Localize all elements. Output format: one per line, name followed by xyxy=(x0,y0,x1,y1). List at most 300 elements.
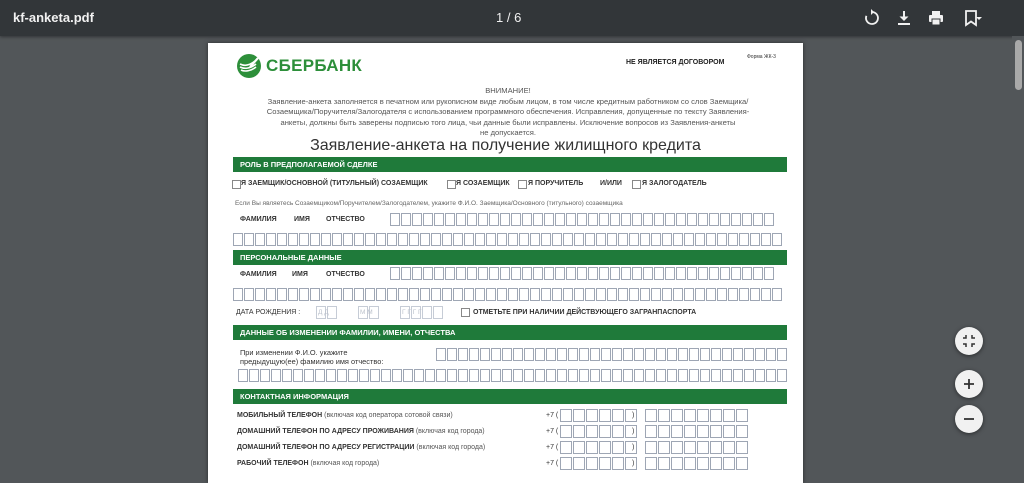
input-cell[interactable] xyxy=(475,233,485,246)
input-cell[interactable] xyxy=(508,288,518,301)
input-cell[interactable] xyxy=(645,409,657,422)
input-cell[interactable] xyxy=(321,288,331,301)
input-cell[interactable] xyxy=(238,369,248,382)
checkbox-pledger[interactable] xyxy=(632,180,641,189)
input-cell[interactable] xyxy=(442,233,452,246)
input-cell[interactable] xyxy=(772,288,782,301)
input-cell[interactable] xyxy=(651,233,661,246)
input-cell[interactable] xyxy=(640,233,650,246)
input-cell[interactable] xyxy=(524,348,534,361)
input-cell[interactable] xyxy=(710,425,722,438)
zoom-in-button[interactable] xyxy=(955,370,983,398)
input-cell[interactable] xyxy=(480,369,490,382)
input-cell[interactable] xyxy=(456,267,466,280)
input-cell[interactable] xyxy=(387,233,397,246)
scrollbar-thumb[interactable] xyxy=(1015,40,1022,90)
input-cell[interactable] xyxy=(560,441,572,454)
input-cell[interactable] xyxy=(625,441,637,454)
input-cell[interactable] xyxy=(255,233,265,246)
input-cell[interactable] xyxy=(486,233,496,246)
input-cell[interactable] xyxy=(409,288,419,301)
input-cell[interactable] xyxy=(337,369,347,382)
input-cell[interactable] xyxy=(573,457,585,470)
input-cell[interactable] xyxy=(489,267,499,280)
input-cell[interactable] xyxy=(560,409,572,422)
phone-code-field[interactable] xyxy=(560,441,638,454)
input-cell[interactable] xyxy=(522,213,532,226)
phone-code-field[interactable] xyxy=(560,409,638,422)
input-cell[interactable] xyxy=(665,267,675,280)
input-cell[interactable] xyxy=(736,441,748,454)
input-cell[interactable] xyxy=(343,233,353,246)
checkbox-guarantor[interactable] xyxy=(518,180,527,189)
phone-number-field[interactable] xyxy=(645,457,749,470)
input-cell[interactable] xyxy=(524,369,534,382)
input-cell[interactable] xyxy=(671,457,683,470)
input-cell[interactable] xyxy=(456,213,466,226)
input-cell[interactable] xyxy=(467,213,477,226)
input-cell[interactable] xyxy=(698,213,708,226)
input-cell[interactable] xyxy=(599,441,611,454)
input-cell[interactable] xyxy=(412,213,422,226)
input-cell[interactable] xyxy=(233,288,243,301)
input-cell[interactable] xyxy=(423,267,433,280)
input-cell[interactable] xyxy=(436,369,446,382)
input-cell[interactable] xyxy=(750,233,760,246)
input-cell[interactable] xyxy=(612,425,624,438)
input-cell[interactable] xyxy=(684,425,696,438)
input-cell[interactable] xyxy=(645,348,655,361)
input-cell[interactable] xyxy=(658,441,670,454)
input-cell[interactable] xyxy=(573,441,585,454)
input-cell[interactable] xyxy=(533,267,543,280)
input-cell[interactable] xyxy=(491,348,501,361)
previous-name-row-1[interactable] xyxy=(436,348,788,361)
input-cell[interactable] xyxy=(662,288,672,301)
input-cell[interactable] xyxy=(552,233,562,246)
input-cell[interactable] xyxy=(326,369,336,382)
input-cell[interactable] xyxy=(445,267,455,280)
input-cell[interactable] xyxy=(697,441,709,454)
input-cell[interactable] xyxy=(544,267,554,280)
fit-page-button[interactable] xyxy=(955,327,983,355)
input-cell[interactable] xyxy=(766,369,776,382)
input-cell[interactable] xyxy=(244,288,254,301)
input-cell[interactable] xyxy=(552,288,562,301)
input-cell[interactable] xyxy=(658,425,670,438)
input-cell[interactable] xyxy=(710,409,722,422)
checkbox-passport[interactable] xyxy=(461,308,470,317)
input-cell[interactable] xyxy=(618,288,628,301)
input-cell[interactable] xyxy=(733,369,743,382)
input-cell[interactable] xyxy=(618,233,628,246)
input-cell[interactable] xyxy=(423,213,433,226)
input-cell[interactable] xyxy=(467,267,477,280)
input-cell[interactable] xyxy=(612,457,624,470)
print-icon[interactable] xyxy=(926,8,946,28)
input-cell[interactable] xyxy=(723,457,735,470)
input-cell[interactable] xyxy=(354,288,364,301)
input-cell[interactable] xyxy=(654,267,664,280)
input-cell[interactable] xyxy=(544,213,554,226)
input-cell[interactable] xyxy=(586,457,598,470)
input-cell[interactable] xyxy=(511,213,521,226)
input-cell[interactable] xyxy=(453,233,463,246)
input-cell[interactable] xyxy=(777,369,787,382)
input-cell[interactable] xyxy=(403,369,413,382)
input-cell[interactable] xyxy=(464,288,474,301)
input-cell[interactable] xyxy=(667,369,677,382)
input-cell[interactable] xyxy=(739,233,749,246)
input-cell[interactable] xyxy=(728,288,738,301)
input-cell[interactable] xyxy=(697,457,709,470)
input-cell[interactable] xyxy=(711,348,721,361)
input-cell[interactable] xyxy=(434,213,444,226)
input-cell[interactable] xyxy=(442,288,452,301)
input-cell[interactable] xyxy=(585,233,595,246)
input-cell[interactable] xyxy=(282,369,292,382)
input-cell[interactable] xyxy=(555,267,565,280)
input-cell[interactable] xyxy=(671,409,683,422)
input-cell[interactable] xyxy=(731,213,741,226)
input-cell[interactable] xyxy=(695,288,705,301)
input-cell[interactable] xyxy=(612,441,624,454)
input-cell[interactable] xyxy=(365,233,375,246)
input-cell[interactable] xyxy=(478,267,488,280)
input-cell[interactable] xyxy=(753,267,763,280)
input-cell[interactable] xyxy=(546,348,556,361)
input-cell[interactable] xyxy=(579,348,589,361)
input-cell[interactable] xyxy=(420,288,430,301)
input-cell[interactable] xyxy=(684,441,696,454)
input-cell[interactable] xyxy=(753,213,763,226)
input-cell[interactable] xyxy=(447,348,457,361)
input-cell[interactable] xyxy=(500,213,510,226)
input-cell[interactable] xyxy=(557,369,567,382)
input-cell[interactable] xyxy=(458,348,468,361)
download-icon[interactable] xyxy=(894,8,914,28)
input-cell[interactable] xyxy=(625,425,637,438)
input-cell[interactable] xyxy=(722,348,732,361)
input-cell[interactable] xyxy=(709,267,719,280)
input-cell[interactable] xyxy=(354,233,364,246)
input-cell[interactable] xyxy=(560,425,572,438)
input-cell[interactable] xyxy=(508,233,518,246)
input-cell[interactable] xyxy=(586,409,598,422)
input-cell[interactable] xyxy=(742,267,752,280)
input-cell[interactable] xyxy=(599,213,609,226)
input-cell[interactable] xyxy=(687,213,697,226)
input-cell[interactable] xyxy=(764,213,774,226)
input-cell[interactable] xyxy=(625,457,637,470)
input-cell[interactable] xyxy=(511,267,521,280)
input-cell[interactable] xyxy=(497,233,507,246)
input-cell[interactable] xyxy=(599,457,611,470)
input-cell[interactable] xyxy=(777,348,787,361)
input-cell[interactable] xyxy=(431,233,441,246)
input-cell[interactable] xyxy=(574,233,584,246)
input-cell[interactable] xyxy=(343,288,353,301)
input-cell[interactable] xyxy=(422,306,432,319)
input-cell[interactable] xyxy=(249,369,259,382)
input-cell[interactable] xyxy=(266,233,276,246)
input-cell[interactable] xyxy=(723,409,735,422)
input-cell[interactable] xyxy=(676,213,686,226)
input-cell[interactable] xyxy=(755,348,765,361)
input-cell[interactable] xyxy=(610,267,620,280)
input-cell[interactable] xyxy=(555,213,565,226)
input-cell[interactable] xyxy=(387,288,397,301)
input-cell[interactable] xyxy=(310,233,320,246)
input-cell[interactable] xyxy=(736,425,748,438)
input-cell[interactable] xyxy=(742,213,752,226)
input-cell[interactable] xyxy=(420,233,430,246)
input-cell[interactable] xyxy=(497,288,507,301)
input-cell[interactable] xyxy=(710,441,722,454)
input-cell[interactable] xyxy=(585,288,595,301)
input-cell[interactable] xyxy=(623,348,633,361)
input-cell[interactable] xyxy=(480,348,490,361)
input-cell[interactable] xyxy=(392,369,402,382)
input-cell[interactable] xyxy=(277,233,287,246)
input-cell[interactable] xyxy=(623,369,633,382)
input-cell[interactable] xyxy=(293,369,303,382)
input-cell[interactable] xyxy=(728,233,738,246)
input-cell[interactable] xyxy=(577,267,587,280)
input-cell[interactable] xyxy=(612,369,622,382)
input-cell[interactable] xyxy=(568,369,578,382)
input-cell[interactable] xyxy=(546,369,556,382)
input-cell[interactable] xyxy=(244,233,254,246)
input-cell[interactable] xyxy=(625,409,637,422)
input-cell[interactable] xyxy=(478,213,488,226)
input-cell[interactable] xyxy=(684,409,696,422)
input-cell[interactable] xyxy=(431,288,441,301)
input-cell[interactable] xyxy=(563,233,573,246)
input-cell[interactable] xyxy=(447,369,457,382)
input-cell[interactable] xyxy=(698,267,708,280)
input-cell[interactable] xyxy=(640,288,650,301)
input-cell[interactable] xyxy=(601,348,611,361)
input-cell[interactable] xyxy=(266,288,276,301)
input-cell[interactable] xyxy=(390,213,400,226)
input-cell[interactable] xyxy=(288,233,298,246)
input-cell[interactable] xyxy=(658,409,670,422)
input-cell[interactable] xyxy=(299,233,309,246)
input-cell[interactable] xyxy=(717,288,727,301)
input-cell[interactable] xyxy=(522,267,532,280)
input-cell[interactable] xyxy=(299,288,309,301)
input-cell[interactable] xyxy=(632,213,642,226)
input-cell[interactable] xyxy=(645,369,655,382)
input-cell[interactable] xyxy=(720,213,730,226)
input-cell[interactable] xyxy=(643,213,653,226)
input-cell[interactable] xyxy=(489,213,499,226)
input-cell[interactable] xyxy=(700,369,710,382)
input-cell[interactable] xyxy=(621,213,631,226)
input-cell[interactable] xyxy=(568,348,578,361)
input-cell[interactable] xyxy=(678,348,688,361)
zoom-out-button[interactable] xyxy=(955,405,983,433)
input-cell[interactable] xyxy=(689,369,699,382)
input-cell[interactable] xyxy=(486,288,496,301)
input-cell[interactable] xyxy=(731,267,741,280)
input-cell[interactable] xyxy=(573,409,585,422)
input-cell[interactable] xyxy=(720,267,730,280)
input-cell[interactable] xyxy=(533,213,543,226)
personal-name-row-2[interactable] xyxy=(233,288,783,301)
input-cell[interactable] xyxy=(310,288,320,301)
input-cell[interactable] xyxy=(723,425,735,438)
input-cell[interactable] xyxy=(673,233,683,246)
input-cell[interactable] xyxy=(755,369,765,382)
input-cell[interactable] xyxy=(233,233,243,246)
input-cell[interactable] xyxy=(277,288,287,301)
input-cell[interactable] xyxy=(607,233,617,246)
input-cell[interactable] xyxy=(530,233,540,246)
input-cell[interactable] xyxy=(761,288,771,301)
input-cell[interactable] xyxy=(464,233,474,246)
input-cell[interactable] xyxy=(469,369,479,382)
input-cell[interactable] xyxy=(733,348,743,361)
input-cell[interactable] xyxy=(709,213,719,226)
input-cell[interactable] xyxy=(566,267,576,280)
input-cell[interactable] xyxy=(271,369,281,382)
input-cell[interactable] xyxy=(656,369,666,382)
input-cell[interactable] xyxy=(401,267,411,280)
input-cell[interactable] xyxy=(573,425,585,438)
input-cell[interactable] xyxy=(409,233,419,246)
input-cell[interactable] xyxy=(658,457,670,470)
input-cell[interactable] xyxy=(365,288,375,301)
input-cell[interactable] xyxy=(739,288,749,301)
input-cell[interactable] xyxy=(596,233,606,246)
input-cell[interactable] xyxy=(651,288,661,301)
input-cell[interactable] xyxy=(491,369,501,382)
input-cell[interactable] xyxy=(579,369,589,382)
input-cell[interactable] xyxy=(711,369,721,382)
input-cell[interactable] xyxy=(398,288,408,301)
input-cell[interactable] xyxy=(607,288,617,301)
input-cell[interactable] xyxy=(643,267,653,280)
input-cell[interactable] xyxy=(288,288,298,301)
input-cell[interactable] xyxy=(645,457,657,470)
input-cell[interactable] xyxy=(710,457,722,470)
input-cell[interactable] xyxy=(315,369,325,382)
input-cell[interactable] xyxy=(577,213,587,226)
input-cell[interactable] xyxy=(332,288,342,301)
input-cell[interactable] xyxy=(665,213,675,226)
input-cell[interactable] xyxy=(414,369,424,382)
input-cell[interactable] xyxy=(541,233,551,246)
input-cell[interactable] xyxy=(370,369,380,382)
phone-number-field[interactable] xyxy=(645,425,749,438)
input-cell[interactable] xyxy=(722,369,732,382)
checkbox-borrower[interactable] xyxy=(232,180,241,189)
input-cell[interactable] xyxy=(684,288,694,301)
input-cell[interactable] xyxy=(764,267,774,280)
input-cell[interactable] xyxy=(671,441,683,454)
input-cell[interactable] xyxy=(601,369,611,382)
input-cell[interactable] xyxy=(381,369,391,382)
input-cell[interactable] xyxy=(500,267,510,280)
input-cell[interactable] xyxy=(673,288,683,301)
input-cell[interactable] xyxy=(453,288,463,301)
input-cell[interactable] xyxy=(697,425,709,438)
input-cell[interactable] xyxy=(586,441,598,454)
rotate-icon[interactable] xyxy=(862,8,882,28)
input-cell[interactable] xyxy=(695,233,705,246)
input-cell[interactable] xyxy=(436,348,446,361)
input-cell[interactable] xyxy=(744,348,754,361)
input-cell[interactable] xyxy=(697,409,709,422)
input-cell[interactable] xyxy=(687,267,697,280)
input-cell[interactable] xyxy=(535,369,545,382)
input-cell[interactable] xyxy=(590,369,600,382)
input-cell[interactable] xyxy=(566,213,576,226)
input-cell[interactable] xyxy=(723,441,735,454)
input-cell[interactable] xyxy=(433,306,443,319)
input-cell[interactable] xyxy=(612,409,624,422)
input-cell[interactable] xyxy=(706,288,716,301)
chevron-down-icon[interactable] xyxy=(974,8,984,28)
input-cell[interactable] xyxy=(706,233,716,246)
input-cell[interactable] xyxy=(766,348,776,361)
input-cell[interactable] xyxy=(656,348,666,361)
input-cell[interactable] xyxy=(519,288,529,301)
input-cell[interactable] xyxy=(332,233,342,246)
input-cell[interactable] xyxy=(744,369,754,382)
input-cell[interactable] xyxy=(761,233,771,246)
input-cell[interactable] xyxy=(513,348,523,361)
input-cell[interactable] xyxy=(676,267,686,280)
input-cell[interactable] xyxy=(645,441,657,454)
input-cell[interactable] xyxy=(634,369,644,382)
phone-code-field[interactable] xyxy=(560,425,638,438)
borrower-name-row-1[interactable] xyxy=(390,213,775,226)
input-cell[interactable] xyxy=(590,348,600,361)
input-cell[interactable] xyxy=(469,348,479,361)
input-cell[interactable] xyxy=(348,369,358,382)
input-cell[interactable] xyxy=(684,233,694,246)
input-cell[interactable] xyxy=(629,288,639,301)
phone-number-field[interactable] xyxy=(645,409,749,422)
personal-name-row-1[interactable] xyxy=(390,267,775,280)
input-cell[interactable] xyxy=(502,348,512,361)
input-cell[interactable] xyxy=(621,267,631,280)
input-cell[interactable] xyxy=(425,369,435,382)
input-cell[interactable] xyxy=(588,267,598,280)
input-cell[interactable] xyxy=(412,267,422,280)
input-cell[interactable] xyxy=(736,409,748,422)
input-cell[interactable] xyxy=(359,369,369,382)
input-cell[interactable] xyxy=(634,348,644,361)
input-cell[interactable] xyxy=(645,425,657,438)
previous-name-row-2[interactable] xyxy=(238,369,788,382)
input-cell[interactable] xyxy=(445,213,455,226)
input-cell[interactable] xyxy=(502,369,512,382)
input-cell[interactable] xyxy=(599,409,611,422)
input-cell[interactable] xyxy=(560,457,572,470)
input-cell[interactable] xyxy=(596,288,606,301)
input-cell[interactable] xyxy=(750,288,760,301)
input-cell[interactable] xyxy=(475,288,485,301)
borrower-name-row-2[interactable] xyxy=(233,233,783,246)
input-cell[interactable] xyxy=(401,213,411,226)
input-cell[interactable] xyxy=(671,425,683,438)
input-cell[interactable] xyxy=(662,233,672,246)
input-cell[interactable] xyxy=(736,457,748,470)
